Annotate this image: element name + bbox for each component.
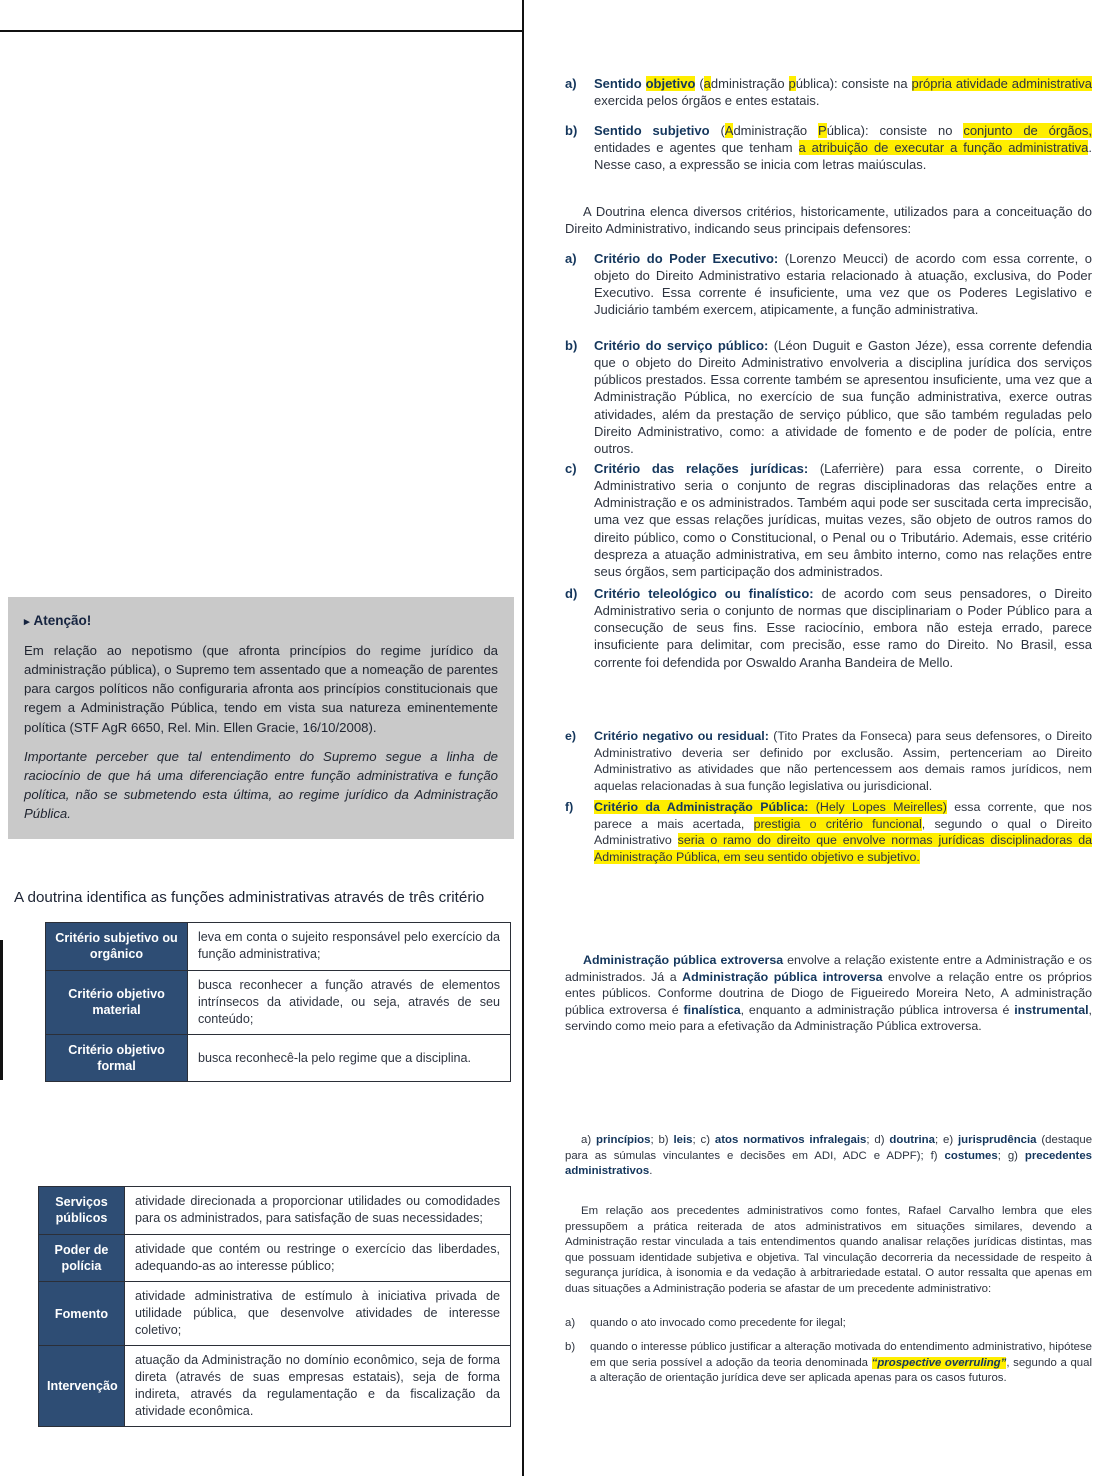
item-text: Sentido subjetivo (Administração Pública): consiste no conjunto de órgãos, entidades e agentes que tenham a atribuição de executar a função administrativa. Nesse caso, a expressão se inicia com letras maiúsculas. [594, 123, 1093, 173]
table-row [39, 1234, 511, 1282]
sense-item-objective [565, 75, 1092, 109]
activity-header-cell: Fomento [39, 1282, 125, 1346]
item-text: Critério teleológico ou finalístico: de acordo com seus pensadores, o Direito Administrativo seria o conjunto de normas que disciplinariam o Poder Público para a consecução de seus fins. Esse raciocínio, embora não esteja errado, parece insuficiente para delimitar, com precisão, esse ramo do Direito. No Brasil, essa corrente foi defendida por Oswaldo Aranha Bandeira de Mello. [594, 586, 1092, 670]
activity-body-cell: atividade administrativa de estímulo à iniciativa privada de utilidade pública, que desenvolve atividades de interesse coletivo; [125, 1282, 511, 1346]
item-letter: a) [565, 1317, 576, 1329]
item-text: Critério das relações jurídicas: (Laferrière) para essa corrente, o Direito Administrativo seria o conjunto de regras disciplinadoras das relações entre a Administração e os administrados. Também aqui pode ser suscitada certa imprecisão, uma vez que essas relações jurídicas, muitas vezes, são objeto de outros ramos do direito público, como o Constitucional, o Penal ou o Tributário. Ademais, esse critério despreza a atuação administrativa, em seu âmbito interno, como nas relações entre seus órgãos, sem participação dos administrados. [594, 461, 1092, 579]
activity-header-cell: Poder de polícia [39, 1234, 125, 1282]
criteria-header-cell: Critério subjetivo ou orgânico [46, 923, 188, 971]
item-letter: a) [565, 251, 577, 266]
item-letter: b) [565, 338, 578, 353]
criterion-item-a [565, 250, 1092, 319]
criteria-body-cell: busca reconhecer a função através de elementos intrínsecos da atividade, ou seja, através de seu conteúdo; [188, 970, 511, 1034]
sense-item-subjective [565, 122, 1092, 173]
doutrina-intro-paragraph: A Doutrina elenca diversos critérios, historicamente, utilizados para a conceituação do Direito Administrativo, indicando seus principais defensores: [565, 204, 1092, 237]
item-text: Critério do serviço público: (Léon Duguit e Gaston Jéze), essa corrente defendia que o objeto do Direito Administrativo envolveria a disciplina jurídica dos serviços públicos prestados. Essa corrente também se apresentou insuficiente, uma vez que a Administração Pública, no exercício de sua função administrativa, exerce outras atividades, além da prestação de serviço público, que são também reguladas pelo Direito Administrativo, como: a atividade de fomento e de poder de polícia, entre outros. [594, 338, 1092, 456]
activities-table [38, 1186, 511, 1427]
attention-title-text: Atenção! [33, 613, 92, 628]
table-row [39, 1346, 511, 1427]
criteria-header-cell: Critério objetivo formal [46, 1034, 188, 1082]
attention-box [8, 597, 514, 839]
criteria-body-cell: leva em conta o sujeito responsável pelo exercício da função administrativa; [188, 923, 511, 971]
attention-title [24, 611, 498, 631]
table-row [46, 923, 511, 971]
attention-paragraph-1: Em relação ao nepotismo (que afronta princípios do regime jurídico da administração pública), o Supremo tem assentado que a nomeação de parentes para cargos políticos não configuraria afronta aos princípios constitucionais que regem a Administração Pública, tendo em vista sua natureza eminentemente política (STF AgR 6650, Rel. Min. Ellen Gracie, 16/10/2008). [24, 642, 498, 735]
item-letter: c) [565, 461, 577, 476]
item-letter: e) [565, 729, 577, 743]
criterion-item-d [565, 585, 1092, 671]
item-text: Critério negativo ou residual: (Tito Prates da Fonseca) para seus defensores, o Direito Administrativo deveria ser definido por exclusão. Assim, pertenceriam ao Direito Administrativo as atividades que não pertencessem aos demais ramos jurídicos, nem aquelas relacionadas à sua função legislativa ou jurisdicional. [594, 729, 1093, 793]
criterion-item-e [565, 728, 1092, 794]
attention-paragraph-2: Importante perceber que tal entendimento do Supremo segue a linha de raciocínio de que há uma diferenciação entre função administrativa e função política, não se submetendo esta última, ao regime jurídico da Administração Pública. [24, 748, 498, 822]
item-text: quando o ato invocado como precedente for ilegal; [590, 1317, 846, 1329]
table-row [46, 970, 511, 1034]
activity-body-cell: atividade que contém ou restringe o exercício das liberdades, adequando-as ao interesse público; [125, 1234, 511, 1282]
scan-edge-mark [0, 940, 3, 1080]
table-row [46, 1034, 511, 1082]
sources-list-line: a) princípios; b) leis; c) atos normativos infralegais; d) doutrina; e) jurisprudência (destaque para as súmulas vinculantes e decisões em ADI, ADC e ADPF); f) costumes; g) precedentes administrativos. [565, 1134, 1093, 1177]
item-text: quando o interesse público justificar a alteração motivada do entendimento administrativo, hipótese em que seria possível a adoção da teoria denominada “prospective overruling”, segundo a qual a alteração de orientação jurídica deve ser aplicada apenas para os casos futuros. [590, 1341, 1092, 1384]
activity-header-cell: Intervenção [39, 1346, 125, 1427]
table-row [39, 1282, 511, 1346]
criteria-table [45, 922, 511, 1082]
item-text: Critério da Administração Pública: (Hely Lopes Meirelles) essa corrente, que nos parece a mais acertada, prestigia o critério funcional, segundo o qual o Direito Administrativo seria o ramo do direito que envolve normas jurídicas disciplinadoras da Administração Pública, em seu sentido objetivo e subjetivo. [594, 800, 1093, 864]
activity-body-cell: atuação da Administração no domínio econômico, seja de forma direta (através de suas empresas estatais), seja de forma indireta, através da regulamentação e da fiscalização da atividade econômica. [125, 1346, 511, 1427]
precedents-intro-paragraph: Em relação aos precedentes administrativos como fontes, Rafael Carvalho lembra que eles pressupõem a prática reiterada de atos administrativos em situações similares, devendo a Administração restar vinculada a tais entendimentos quando analisar relações jurídicas distintas, mas que possuam identidade subjetiva e objetiva. Tal vinculação decorreria da necessidade de respeito à segurança jurídica, à isonomia e da vedação à arbitrariedade estatal. O autor ressalta que apenas em duas situações a Administração poderia se afastar de um precedente administrativo: [565, 1205, 1092, 1295]
item-text: Critério do Poder Executivo: (Lorenzo Meucci) de acordo com essa corrente, o objeto do Direito Administrativo estaria relacionado à atuação, exclusiva, do Poder Executivo. Essa corrente é insuficiente, uma vez que os Poderes Legislativo e Judiciário também exercem, atipicamente, a função administrativa. [594, 251, 1092, 318]
extroversa-paragraph: Administração pública extroversa envolve a relação existente entre a Administração e os administrados. Já a Administração pública introversa envolve a relação entre os próprios entes públicos. Conforme doutrina de Diogo de Figueiredo Moreira Neto, A administração pública extroversa é finalística, enquanto a administração pública introversa é instrumental, servindo como meio para a efetivação da Administração Pública extroversa. [565, 953, 1093, 1033]
top-rule [0, 30, 523, 32]
item-letter: b) [565, 1341, 576, 1353]
item-letter: a) [565, 76, 577, 91]
item-letter: d) [565, 586, 578, 601]
criteria-header-cell: Critério objetivo material [46, 970, 188, 1034]
item-letter: f) [565, 800, 574, 814]
triangle-bullet-icon: ▸ [24, 616, 30, 628]
precedent-item-b [565, 1340, 1092, 1387]
functions-intro-line: A doutrina identifica as funções administrativas através de três critério [14, 889, 485, 906]
criterion-item-f [565, 799, 1092, 865]
criteria-body-cell: busca reconhecê-la pelo regime que a disciplina. [188, 1034, 511, 1082]
criterion-item-b [565, 337, 1092, 457]
criterion-item-c [565, 460, 1092, 580]
table-row [39, 1187, 511, 1235]
page-divider-line [522, 0, 524, 1476]
item-text: Sentido objetivo (administração pública): consiste na própria atividade administrativa exercida pelos órgãos e entes estatais. [594, 76, 1092, 109]
activity-header-cell: Serviços públicos [39, 1187, 125, 1235]
precedent-item-a [565, 1316, 1092, 1332]
item-letter: b) [565, 123, 578, 138]
activity-body-cell: atividade direcionada a proporcionar utilidades ou comodidades para os administrados, para satisfação de suas necessidades; [125, 1187, 511, 1235]
